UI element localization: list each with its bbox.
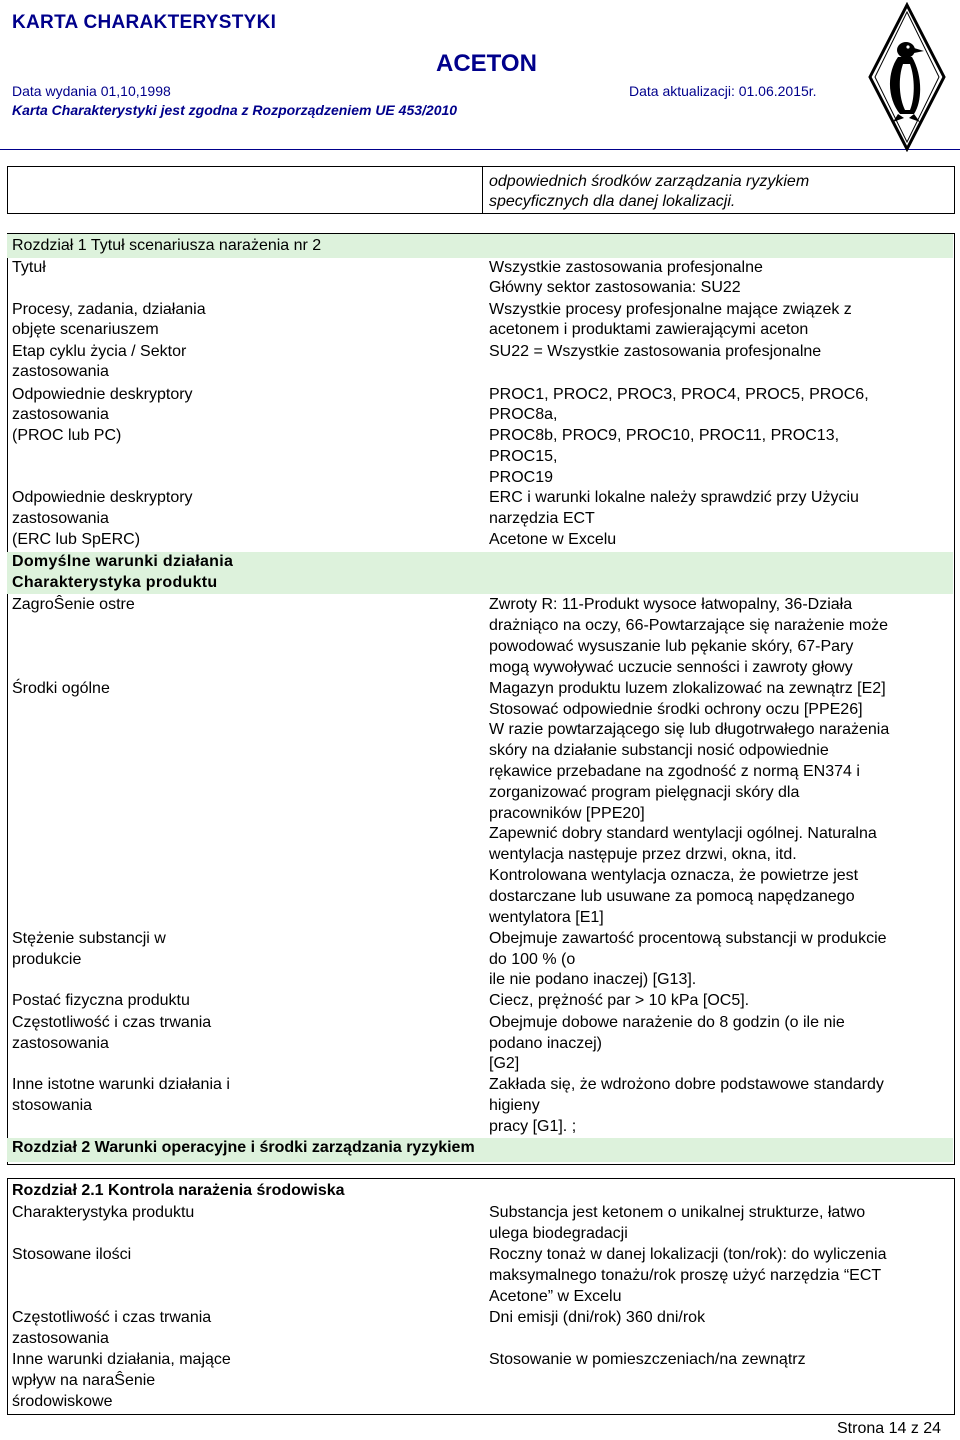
row-label: Procesy, zadania, działania [12, 301, 206, 318]
row-label: Inne istotne warunki działania i [12, 1076, 230, 1093]
section1-heading: Rozdział 1 Tytuł scenariusza narażenia nr 2 [12, 237, 322, 254]
row-value: Główny sektor zastosowania: SU22 [489, 279, 741, 296]
row-value: PROC15, [489, 448, 558, 465]
row-label: Charakterystyka produktu [12, 1204, 195, 1221]
row-value: pracowników [PPE20] [489, 805, 645, 822]
document-type-title: KARTA CHARAKTERYSTYKI [12, 12, 277, 33]
continuation-text: odpowiednich środków zarządzania ryzykiem [489, 173, 810, 190]
page-number: Strona 14 z 24 [837, 1420, 942, 1437]
row-value: Zapewnić dobry standard wentylacji ogólnej. Naturalna [489, 825, 877, 842]
issue-date: Data wydania 01,10,1998 [12, 83, 171, 99]
row-value: SU22 = Wszystkie zastosowania profesjonalne [489, 343, 822, 360]
row-value: wentylacja następuje przez drzwi, okna, itd. [489, 846, 797, 863]
row-value: pracy [G1]. ; [489, 1118, 577, 1135]
update-date: Data aktualizacji: 01.06.2015r. [629, 83, 817, 99]
row-value: powodować wysuszanie lub pękanie skóry, 67-Pary [489, 638, 854, 655]
row-label: Odpowiednie deskryptory [12, 386, 193, 403]
row-value: Obejmuje zawartość procentową substancji w produkcie [489, 930, 887, 947]
row-value: Zwroty R: 11-Produkt wysoce łatwopalny, 36-Działa [489, 596, 853, 613]
row-value: do 100 % (o [489, 951, 576, 968]
row-value: Dni emisji (dni/rok) 360 dni/rok [489, 1309, 706, 1326]
row-value: podano inaczej) [489, 1035, 602, 1052]
row-value: Wszystkie zastosowania profesjonalne [489, 259, 763, 276]
row-label: Odpowiednie deskryptory [12, 489, 193, 506]
row-label: zastosowania [12, 1035, 109, 1052]
default-conditions-heading: Domyślne warunki działania [12, 553, 234, 570]
row-label: Środki ogólne [12, 680, 110, 697]
row-value: Roczny tonaż w danej lokalizacji (ton/rok): do wyliczenia [489, 1246, 887, 1263]
row-label: Częstotliwość i czas trwania [12, 1014, 212, 1031]
row-value: higieny [489, 1097, 540, 1114]
row-value: Obejmuje dobowe narażenie do 8 godzin (o ile nie [489, 1014, 845, 1031]
row-value: Stosować odpowiednie środki ochrony oczu [PPE26] [489, 701, 863, 718]
row-value: mogą wywoływać uczucie senności i zawroty głowy [489, 659, 853, 676]
row-label: Stężenie substancji w [12, 930, 166, 947]
row-value: PROC8b, PROC9, PROC10, PROC11, PROC13, [489, 427, 840, 444]
product-name: ACETON [436, 50, 537, 77]
row-value: skóry na działanie substancji nosić odpowiednie [489, 742, 829, 759]
row-value: Acetone” w Excelu [489, 1288, 622, 1305]
row-label: Stosowane ilości [12, 1246, 132, 1263]
row-value: drażniąco na oczy, 66-Powtarzające się narażenie może [489, 617, 889, 634]
row-label: zastosowania [12, 1330, 109, 1347]
row-label: zastosowania [12, 406, 109, 423]
row-value: ulega biodegradacji [489, 1225, 628, 1242]
row-value: PROC19 [489, 469, 554, 486]
continuation-box [7, 166, 955, 214]
section21-heading: Rozdział 2.1 Kontrola narażenia środowiska [12, 1182, 345, 1199]
row-label: środowiskowe [12, 1393, 113, 1410]
row-value: Wszystkie procesy profesjonalne mające związek z [489, 301, 852, 318]
row-label: zastosowania [12, 510, 109, 527]
row-label: produkcie [12, 951, 82, 968]
row-value: wentylatora [E1] [489, 909, 604, 926]
continuation-text: specyficznych dla danej lokalizacji. [489, 193, 736, 210]
row-label: (ERC lub SpERC) [12, 531, 141, 548]
row-label: wpływ na naraŜenie [12, 1372, 156, 1389]
row-value: W razie powtarzającego się lub długotrwałego narażenia [489, 721, 890, 738]
row-label: Inne warunki działania, mające [12, 1351, 231, 1368]
row-label: (PROC lub PC) [12, 427, 122, 444]
row-value: Ciecz, prężność par > 10 kPa [OC5]. [489, 992, 750, 1009]
row-label: Postać fizyczna produktu [12, 992, 190, 1009]
row-value: Substancja jest ketonem o unikalnej strukturze, łatwo [489, 1204, 866, 1221]
row-value: rękawice przebadane na zgodność z normą EN374 i [489, 763, 860, 780]
row-label: Etap cyklu życia / Sektor [12, 343, 187, 360]
row-value: Acetone w Excelu [489, 531, 617, 548]
row-label: Częstotliwość i czas trwania [12, 1309, 212, 1326]
row-label: stosowania [12, 1097, 93, 1114]
row-value: PROC1, PROC2, PROC3, PROC4, PROC5, PROC6, [489, 386, 869, 403]
row-value: Kontrolowana wentylacja oznacza, że powietrze jest [489, 867, 859, 884]
row-label: objęte scenariuszem [12, 321, 159, 338]
row-value: dostarczane lub usuwane za pomocą napędzanego [489, 888, 855, 905]
product-characteristics-heading: Charakterystyka produktu [12, 574, 218, 591]
header-divider [0, 149, 960, 150]
penguin-diamond-logo-icon [868, 2, 946, 152]
row-label: ZagroŜenie ostre [12, 596, 135, 613]
row-value: maksymalnego tonażu/rok proszę użyć narzędzia “ECT [489, 1267, 882, 1284]
row-value: Magazyn produktu luzem zlokalizować na zewnątrz [E2] [489, 680, 886, 697]
section2-heading: Rozdział 2 Warunki operacyjne i środki zarządzania ryzykiem [12, 1139, 475, 1156]
row-value: narzędzia ECT [489, 510, 595, 527]
row-value: zorganizować program pielęgnacji skóry dla [489, 784, 800, 801]
row-value: acetonem i produktami zawierającymi aceton [489, 321, 809, 338]
row-value: Zakłada się, że wdrożono dobre podstawowe standardy [489, 1076, 884, 1093]
row-label: Tytuł [12, 259, 46, 276]
row-value: ERC i warunki lokalne należy sprawdzić przy Użyciu [489, 489, 859, 506]
row-label: zastosowania [12, 363, 109, 380]
row-value: [G2] [489, 1055, 520, 1072]
row-value: ile nie podano inaczej) [G13]. [489, 971, 697, 988]
regulation-note: Karta Charakterystyki jest zgodna z Rozporządzeniem UE 453/2010 [12, 102, 458, 118]
row-value: Stosowanie w pomieszczeniach/na zewnątrz [489, 1351, 806, 1368]
row-value: PROC8a, [489, 406, 558, 423]
